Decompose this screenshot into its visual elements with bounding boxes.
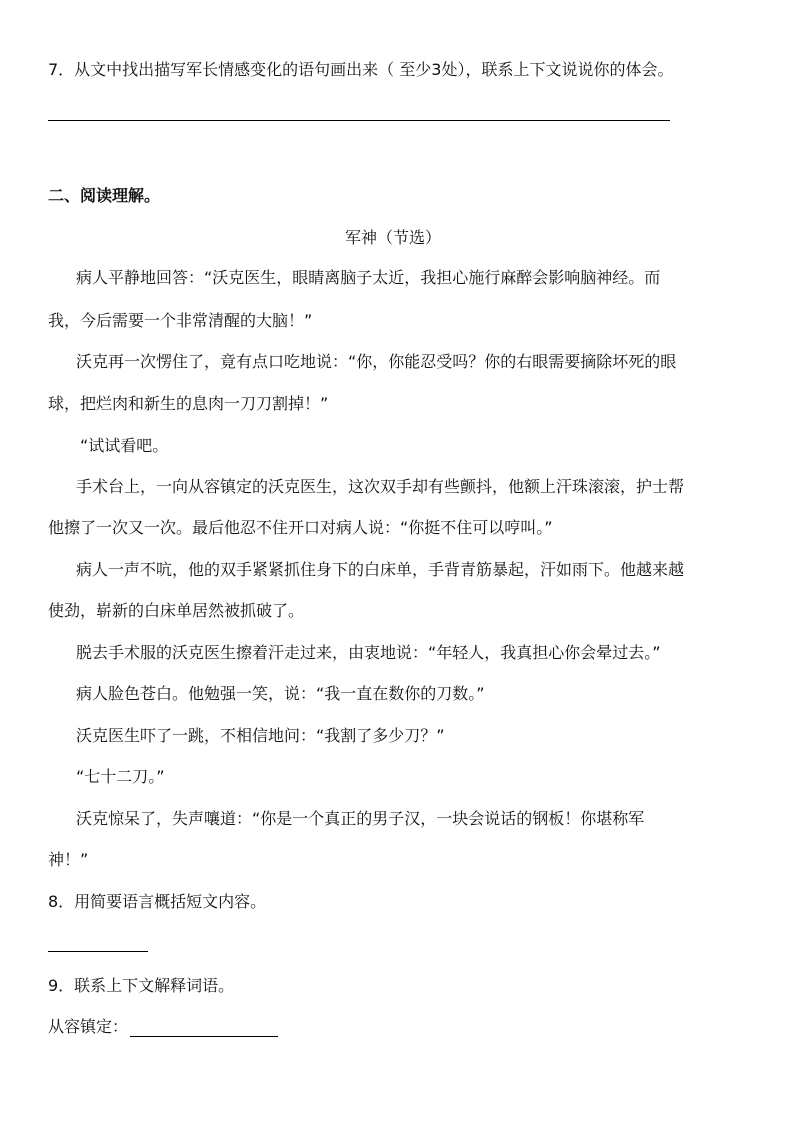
passage-line: 沃克惊呆了，失声嚷道：“你是一个真正的男子汉，一块会说话的钢板！你堪称军 (76, 809, 645, 828)
passage-line: 他擦了一次又一次。最后他忍不住开口对病人说：“你挺不住可以哼叫。” (48, 518, 553, 537)
passage-line: 球，把烂肉和新生的息肉一刀刀割掉！” (48, 394, 329, 413)
passage-line: “七十二刀。” (76, 767, 165, 786)
answer-line-q9[interactable] (130, 1020, 278, 1037)
answer-line-q7[interactable] (48, 120, 670, 121)
passage-line: 沃克医生吓了一跳，不相信地问：“我割了多少刀？” (76, 726, 445, 745)
answer-line-q8[interactable] (48, 951, 148, 952)
passage-line: 手术台上，一向从容镇定的沃克医生，这次双手却有些颤抖，他额上汗珠滚滚，护士帮 (76, 477, 685, 496)
passage-line: 使劲，崭新的白床单居然被抓破了。 (48, 601, 305, 620)
question-8: 8．用简要语言概括短文内容。 (48, 892, 267, 911)
passage-line: 沃克再一次愣住了，竟有点口吃地说：“你，你能忍受吗？你的右眼需要摘除坏死的眼 (76, 352, 677, 371)
term-row (48, 1017, 278, 1037)
passage-line: 脱去手术服的沃克医生擦着汗走过来，由衷地说：“年轻人，我真担心你会晕过去。” (76, 643, 661, 662)
passage-title: 军神（节选） (345, 228, 442, 247)
term-label: 从容镇定： (48, 1017, 129, 1036)
passage-line: “试试看吧。 (80, 436, 169, 455)
question-7: 7．从文中找出描写军长情感变化的语句画出来（ 至少3处），联系上下文说说你的体会。 (48, 60, 674, 79)
question-9: 9．联系上下文解释词语。 (48, 976, 235, 995)
section-heading: 二、阅读理解。 (48, 186, 161, 205)
passage-line: 病人脸色苍白。他勉强一笑，说：“我一直在数你的刀数。” (76, 684, 485, 703)
passage-line: 神！” (48, 850, 89, 869)
passage-line: 病人一声不吭，他的双手紧紧抓住身下的白床单，手背青筋暴起，汗如雨下。他越来越 (76, 560, 685, 579)
passage-line: 我，今后需要一个非常清醒的大脑！” (48, 311, 313, 330)
passage-line: 病人平静地回答：“沃克医生，眼睛离脑子太近，我担心施行麻醉会影响脑神经。而 (76, 268, 661, 287)
